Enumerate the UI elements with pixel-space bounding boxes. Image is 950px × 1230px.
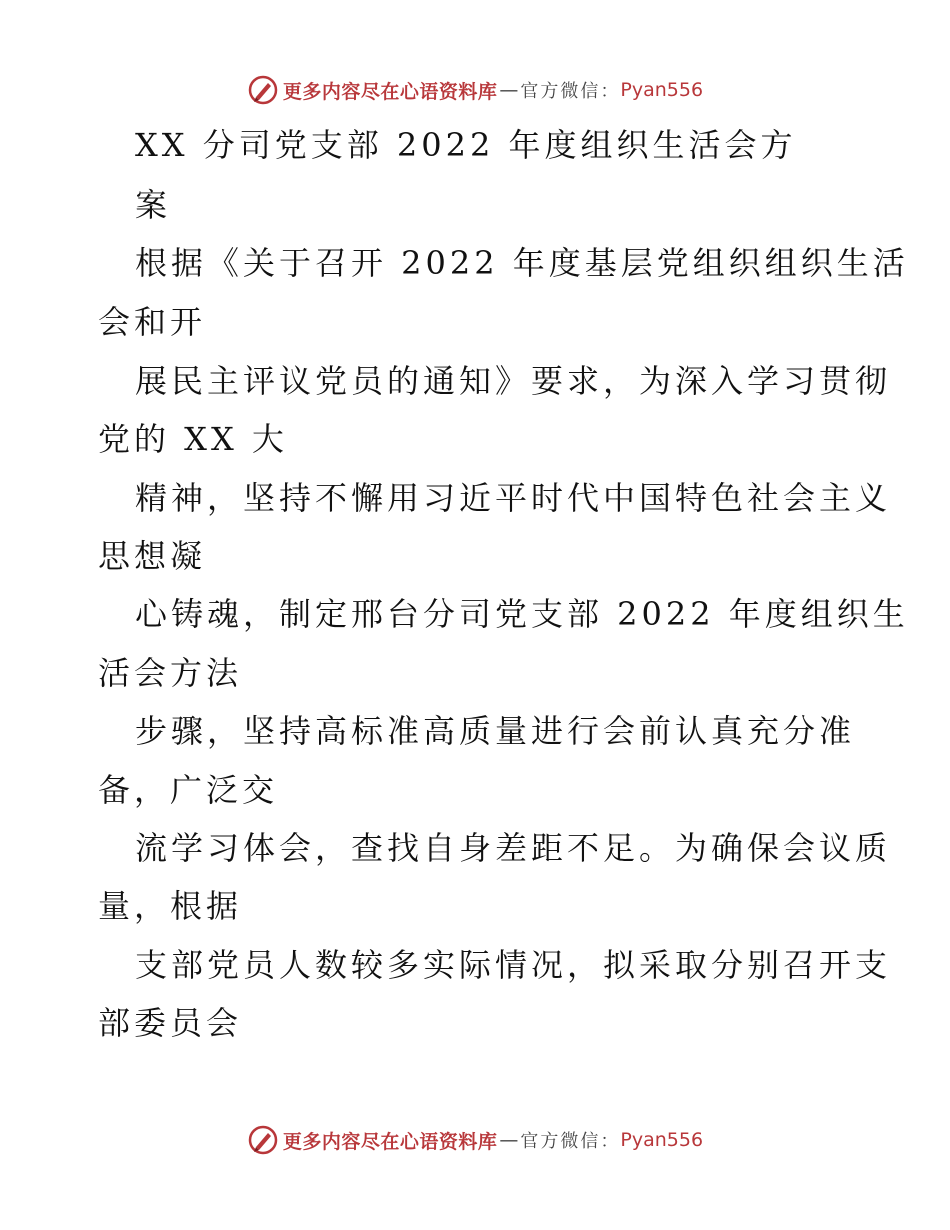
paragraph-line: 展民主评议党员的通知》要求，为深入学习贯彻 [135, 362, 892, 400]
banner-wechat-id: Pyan556 [620, 79, 704, 101]
header-banner [0, 70, 950, 110]
banner-separator: — [499, 79, 519, 101]
paragraph-line: 思想凝 [98, 537, 207, 575]
pen-logo-icon [247, 74, 279, 106]
pen-logo-icon [247, 1124, 279, 1156]
paragraph-line: 部委员会 [98, 1004, 243, 1042]
paragraph-line: 量，根据 [98, 887, 243, 925]
paragraph-line: 备，广泛交 [98, 771, 279, 809]
paragraph-line: 根据《关于召开 2022 年度基层党组织组织生活 [135, 244, 909, 282]
banner-separator: — [499, 1129, 519, 1151]
banner-title: 更多内容尽在心语资料库 [282, 80, 498, 103]
banner-title: 更多内容尽在心语资料库 [282, 1130, 498, 1153]
document-title-line: XX 分司党支部 2022 年度组织生活会方 [135, 126, 797, 164]
footer-banner [0, 1120, 950, 1160]
paragraph-line: 精神，坚持不懈用习近平时代中国特色社会主义 [135, 479, 892, 517]
paragraph-line: 活会方法 [98, 654, 243, 692]
paragraph-line: 党的 XX 大 [98, 420, 288, 458]
banner-wechat-label: 官方微信： [520, 1131, 621, 1152]
paragraph-line: 支部党员人数较多实际情况，拟采取分别召开支 [135, 946, 892, 984]
paragraph-line: 会和开 [98, 303, 207, 341]
banner-wechat-id: Pyan556 [620, 1129, 704, 1151]
document-title-line: 案 [135, 186, 172, 224]
banner-wechat-label: 官方微信： [520, 81, 621, 102]
paragraph-line: 流学习体会，查找自身差距不足。为确保会议质 [135, 829, 892, 867]
paragraph-line: 步骤，坚持高标准高质量进行会前认真充分准 [135, 712, 856, 750]
paragraph-line: 心铸魂，制定邢台分司党支部 2022 年度组织生 [135, 595, 909, 633]
